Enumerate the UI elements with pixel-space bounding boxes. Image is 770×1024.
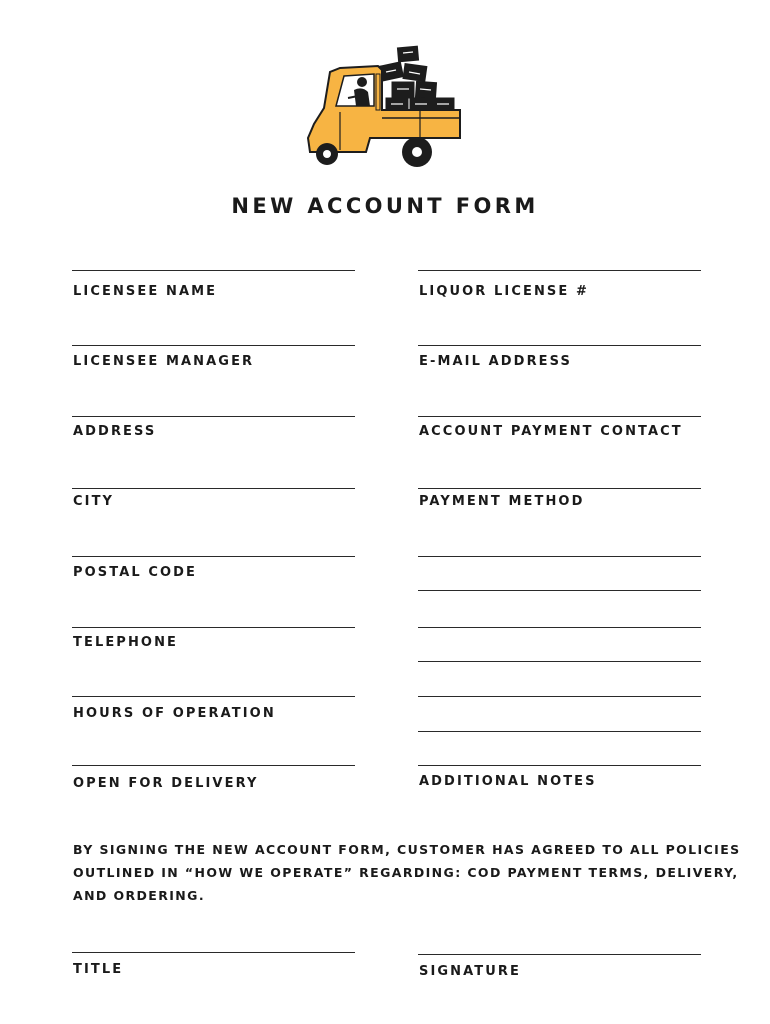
blank-line[interactable] [418,627,701,628]
open-for-delivery-field[interactable] [72,765,355,766]
additional-notes-label: ADDITIONAL NOTES [419,774,597,789]
liquor-license-label: LIQUOR LICENSE # [419,284,589,299]
address-label: ADDRESS [73,424,157,439]
terms-line: AND ORDERING. [73,888,205,903]
open-for-delivery-label: OPEN FOR DELIVERY [73,776,259,791]
city-label: CITY [73,494,115,509]
hours-of-operation-field[interactable] [72,696,355,697]
telephone-label: TELEPHONE [73,635,179,650]
licensee-name-label: LICENSEE NAME [73,284,218,299]
blank-line[interactable] [418,556,701,557]
title-field[interactable] [72,952,355,953]
payment-method-label: PAYMENT METHOD [419,494,585,509]
postal-code-label: POSTAL CODE [73,565,198,580]
blank-line[interactable] [418,590,701,591]
email-address-label: E-MAIL ADDRESS [419,354,572,369]
signature-field[interactable] [418,954,701,955]
terms-line: OUTLINED IN “HOW WE OPERATE” REGARDING: COD PAYMENT TERMS, DELIVERY, [73,865,739,880]
additional-notes-field[interactable] [418,765,701,766]
title-label: TITLE [73,962,124,977]
licensee-manager-label: LICENSEE MANAGER [73,354,255,369]
blank-line[interactable] [418,696,701,697]
terms-line: BY SIGNING THE NEW ACCOUNT FORM, CUSTOMER HAS AGREED TO ALL POLICIES [73,842,741,857]
form-title: NEW ACCOUNT FORM [231,194,539,218]
licensee-name-field[interactable] [72,270,355,271]
account-payment-contact-label: ACCOUNT PAYMENT CONTACT [419,424,683,439]
address-field[interactable] [72,416,355,417]
payment-method-field[interactable] [418,488,701,489]
terms-paragraph [73,838,741,907]
blank-line[interactable] [418,661,701,662]
signature-label: SIGNATURE [419,964,522,979]
delivery-truck-icon [300,42,470,174]
blank-line[interactable] [418,731,701,732]
telephone-field[interactable] [72,627,355,628]
postal-code-field[interactable] [72,556,355,557]
account-payment-contact-field[interactable] [418,416,701,417]
licensee-manager-field[interactable] [72,345,355,346]
email-address-field[interactable] [418,345,701,346]
liquor-license-field[interactable] [418,270,701,271]
hours-of-operation-label: HOURS OF OPERATION [73,706,276,721]
city-field[interactable] [72,488,355,489]
